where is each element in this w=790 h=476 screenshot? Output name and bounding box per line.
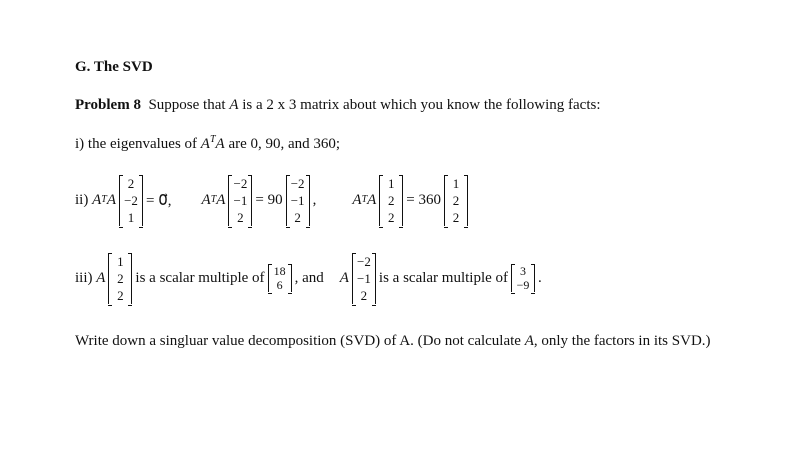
fact2-matrix-c: A: [201, 191, 211, 208]
scalar-multiple-text: is a scalar multiple of: [135, 269, 265, 286]
equals-zero-vector: = 0⃗,: [146, 192, 172, 209]
problem-text-before: Suppose that: [148, 97, 230, 113]
vector-eig-90-rhs: −2 −1 2: [286, 175, 310, 226]
fact1-matrix: A: [200, 136, 210, 152]
task-text-1: Write down a singluar value decomposition (SVD) of A. (Do not calculate: [75, 333, 525, 349]
fact-eigenvectors: ii) A T A 2 −2 1 = 0⃗, A T A −2 −1 2 = 90 −2 −1 2 , A T A 1 2 2 = 360 1 2 2: [75, 172, 471, 228]
scalar-multiple-text-2: is a scalar multiple of: [378, 269, 509, 286]
fact2-matrix-b: A: [106, 191, 116, 208]
fact2-matrix-d: A: [216, 191, 226, 208]
task-instruction: [75, 333, 711, 350]
period: .: [538, 269, 542, 286]
fact1-prefix: i) the eigenvalues of: [75, 136, 201, 152]
fact3-prefix: iii): [75, 269, 93, 286]
fact1-matrix-2: A: [215, 136, 225, 152]
matrix-variable: A: [229, 97, 239, 113]
problem-statement: [75, 97, 601, 114]
fact3-matrix: A: [96, 269, 106, 286]
fact-eigenvalues: [75, 136, 340, 153]
fact2-matrix-e: A: [352, 191, 362, 208]
equals-360: = 360: [406, 191, 442, 208]
fact1-transpose: T: [209, 134, 216, 145]
fact2-matrix: A: [92, 191, 102, 208]
fact1-suffix: are 0, 90, and 360;: [224, 136, 341, 152]
vector-eig-360-rhs: 1 2 2: [444, 175, 468, 226]
separator-comma: ,: [312, 191, 317, 208]
fact-scalar-multiples: [75, 250, 542, 306]
task-matrix: A: [524, 333, 534, 349]
vector-b: 18 6: [268, 264, 292, 292]
vector-eig-90: −2 −1 2: [228, 175, 252, 226]
vector-eig-360: 1 2 2: [379, 175, 403, 226]
vector-d: 3 −9: [511, 264, 535, 292]
fact2-matrix-f: A: [367, 191, 377, 208]
vector-c: −2 −1 2: [352, 253, 376, 304]
vector-a: 1 2 2: [108, 253, 132, 304]
vector-null: 2 −2 1: [119, 175, 143, 226]
problem-label: Problem 8: [75, 97, 141, 113]
and-text: , and: [294, 269, 324, 286]
problem-text-after: is a 2 x 3 matrix about which you know the following facts:: [238, 97, 601, 113]
fact3-matrix-b: A: [339, 269, 349, 286]
fact2-prefix: ii): [75, 191, 89, 208]
section-heading: G. The SVD: [75, 59, 153, 75]
task-text-2: , only the factors in its SVD.): [533, 333, 711, 349]
equals-90: = 90: [255, 191, 283, 208]
